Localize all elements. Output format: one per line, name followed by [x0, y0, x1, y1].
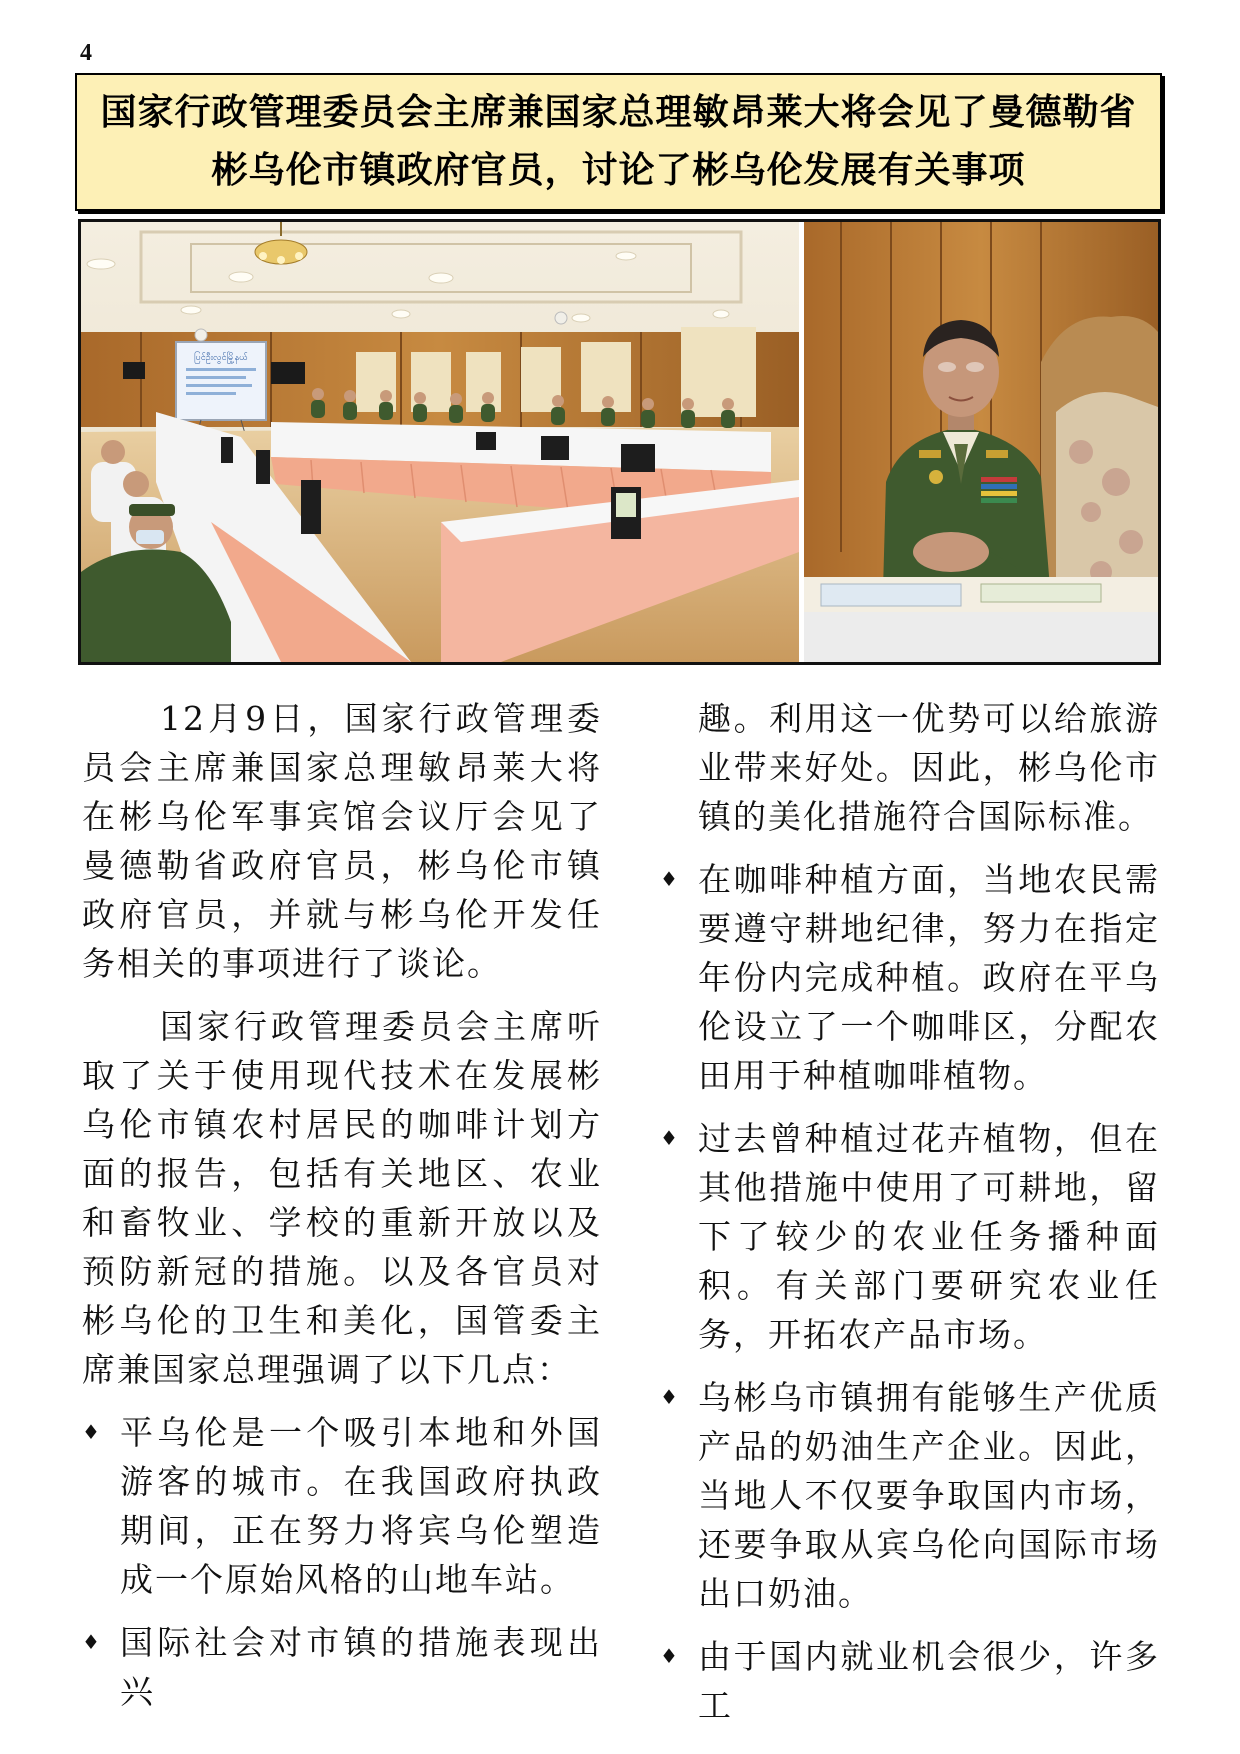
meeting-photo	[78, 219, 1161, 665]
headline-box	[75, 73, 1162, 211]
bullet-text: 平乌伦是一个吸引本地和外国游客的城市。在我国政府执政期间，正在努力将宾乌伦塑造成一个原始风格的山地车站。	[120, 1413, 602, 1599]
headline-line-2: 彬乌伦市镇政府官员，讨论了彬乌伦发展有关事项	[211, 150, 1026, 191]
chairman-photo	[804, 222, 1158, 662]
diamond-bullet-icon: ♦	[660, 1126, 680, 1150]
bullet-item	[660, 1114, 1160, 1359]
headline-line-1: 国家行政管理委员会主席兼国家总理敏昂莱大将会见了曼德勒省	[100, 92, 1137, 133]
diamond-bullet-icon: ♦	[660, 1385, 680, 1409]
bullet-text: 在咖啡种植方面，当地农民需要遵守耕地纪律，努力在指定年份内完成种植。政府在平乌伦设立了一个咖啡区，分配农田用于种植咖啡植物。	[698, 860, 1160, 1095]
article-column-left	[82, 694, 602, 1730]
bullet-item	[82, 1408, 602, 1604]
bullet-item	[660, 1373, 1160, 1618]
bullet-text: 趣。利用这一优势可以给旅游业带来好处。因此，彬乌伦市镇的美化措施符合国际标准。	[698, 699, 1160, 836]
bullet-text: 由于国内就业机会很少，许多工	[698, 1637, 1160, 1725]
bullet-item	[82, 1618, 602, 1716]
bullet-continuation	[660, 694, 1160, 841]
article-column-right	[660, 694, 1160, 1744]
diamond-bullet-icon: ♦	[82, 1630, 102, 1654]
projector-screen-text: ပြင်ဦးလွင်မြို့နယ်	[194, 353, 248, 363]
page-number: 4	[80, 40, 92, 66]
bullet-item	[660, 1632, 1160, 1730]
article-paragraph: 国家行政管理委员会主席听取了关于使用现代技术在发展彬乌伦市镇农村居民的咖啡计划方面的报告，包括有关地区、农业和畜牧业、学校的重新开放以及预防新冠的措施。以及各官员对彬乌伦的卫生和美化，国管委主席兼国家总理强调了以下几点：	[82, 1007, 602, 1389]
bullet-text: 乌彬乌市镇拥有能够生产优质产品的奶油生产企业。因此，当地人不仅要争取国内市场，还要争取从宾乌伦向国际市场出口奶油。	[698, 1378, 1160, 1613]
meeting-photo-illustration	[81, 222, 1158, 662]
bullet-item	[660, 855, 1160, 1100]
bullet-text: 过去曾种植过花卉植物，但在其他措施中使用了可耕地，留下了较少的农业任务播种面积。有关部门要研究农业任务，开拓农产品市场。	[698, 1119, 1160, 1354]
diamond-bullet-icon: ♦	[660, 1644, 680, 1668]
diamond-bullet-icon: ♦	[660, 867, 680, 891]
bullet-text: 国际社会对市镇的措施表现出兴	[120, 1623, 602, 1711]
diamond-bullet-icon: ♦	[82, 1420, 102, 1444]
hall-photo	[81, 222, 799, 662]
article-paragraph: 12月9日，国家行政管理委员会主席兼国家总理敏昂莱大将在彬乌伦军事宾馆会议厅会见了曼德勒省政府官员，彬乌伦市镇政府官员，并就与彬乌伦开发任务相关的事项进行了谈论。	[82, 699, 602, 983]
